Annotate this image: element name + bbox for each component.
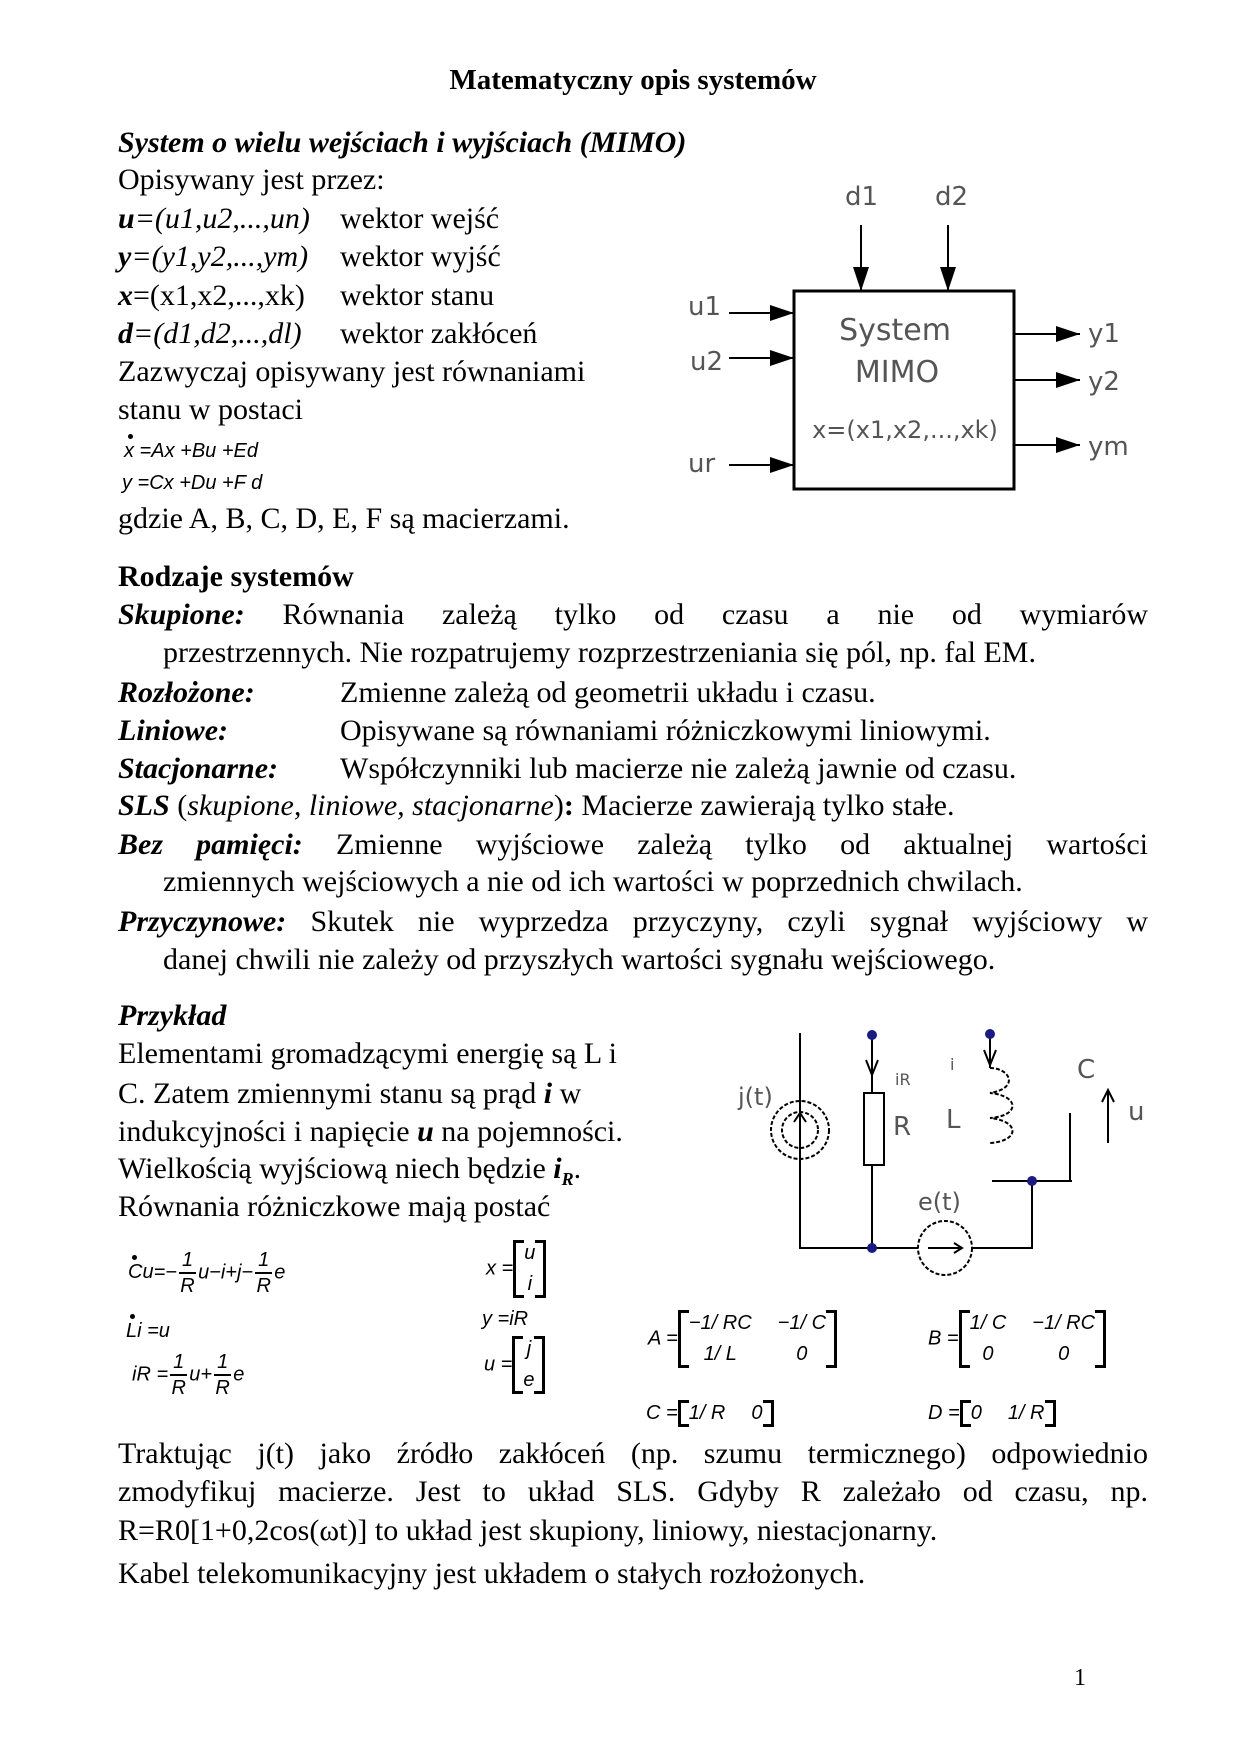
type-stacjonarne bbox=[118, 750, 1017, 788]
den: R bbox=[171, 1377, 186, 1399]
label-y2: y2 bbox=[1088, 367, 1120, 397]
matrix bbox=[959, 1310, 1107, 1368]
mimo-block-diagram bbox=[0, 0, 1240, 600]
type-liniowe bbox=[118, 712, 991, 750]
paragraph-line2: zmodyfikuj macierze. Jest to układ SLS. Gdyby R zależało od czasu, np. bbox=[118, 1475, 1148, 1508]
mid: u+ bbox=[189, 1363, 213, 1386]
label-ym: ym bbox=[1088, 432, 1129, 462]
example-line3: indukcyjności i napięcie u na pojemności. bbox=[118, 1115, 623, 1148]
type-przyczynowe-cont: danej chwili nie zależy od przyszłych wartości sygnału wejściowego. bbox=[163, 943, 996, 976]
term: Skupione: bbox=[118, 598, 245, 631]
symbol: d bbox=[118, 317, 133, 350]
label-d1: d1 bbox=[845, 182, 879, 212]
term: Bez pamięci: bbox=[118, 828, 303, 861]
symbol: u bbox=[118, 202, 135, 235]
description: wektor stanu bbox=[340, 279, 495, 312]
type-skupione-cont: przestrzennych. Nie rozpatrujemy rozprzestrzeniania się pól, np. fal EM. bbox=[163, 636, 1036, 669]
label-i: i bbox=[950, 1055, 955, 1074]
page-number: 1 bbox=[1074, 1665, 1086, 1691]
example-line5: Równania różniczkowe mają postać bbox=[118, 1190, 551, 1223]
fraction bbox=[255, 1248, 272, 1298]
description: wektor wejść bbox=[340, 202, 500, 235]
tail: e bbox=[274, 1261, 286, 1284]
term: Rozłożone: bbox=[118, 676, 255, 709]
text: w bbox=[559, 1077, 582, 1110]
text: indukcyjności i napięcie bbox=[118, 1115, 410, 1148]
num: 1 bbox=[255, 1248, 272, 1274]
equation-text: x =Ax +Bu +Ed bbox=[124, 440, 258, 462]
label: x = bbox=[486, 1257, 514, 1280]
label: D = bbox=[928, 1401, 960, 1424]
matrix bbox=[960, 1400, 1056, 1427]
num: 1 bbox=[170, 1350, 187, 1376]
fraction bbox=[170, 1350, 187, 1400]
matrix bbox=[678, 1310, 837, 1368]
label-y1: y1 bbox=[1088, 319, 1120, 349]
vector bbox=[512, 1336, 545, 1394]
mimo-intro: Opisywany jest przez: bbox=[118, 163, 385, 196]
matrices-note: gdzie A, B, C, D, E, F są macierzami. bbox=[118, 502, 570, 535]
matrix-a bbox=[648, 1310, 837, 1368]
input-vector bbox=[484, 1336, 545, 1394]
cell: j bbox=[526, 1338, 532, 1360]
equation-li bbox=[126, 1320, 170, 1343]
mid: u−i+j− bbox=[198, 1261, 254, 1284]
cell: 0 bbox=[751, 1402, 763, 1424]
cell: 1/ R bbox=[1007, 1402, 1045, 1424]
usually-line2: stanu w postaci bbox=[118, 393, 303, 426]
definition: Opisywane są równaniami różniczkowymi liniowymi. bbox=[340, 714, 991, 747]
equation-ir bbox=[132, 1350, 244, 1400]
definition: Współczynniki lub macierze nie zależą jawnie od czasu. bbox=[340, 752, 1017, 785]
text: Wielkością wyjściową niech będzie bbox=[118, 1152, 546, 1185]
cell: 1/ C bbox=[969, 1312, 1007, 1334]
definition: Macierze zawierają tylko stałe. bbox=[581, 789, 955, 822]
type-przyczynowe bbox=[118, 903, 1148, 941]
label-j: j(t) bbox=[738, 1083, 773, 1111]
label-u: u bbox=[1128, 1097, 1145, 1127]
description: wektor wyjść bbox=[340, 240, 501, 273]
type-rozlozone bbox=[118, 674, 876, 712]
definition: Równania zależą tylko od czasu a nie od wymiarów bbox=[282, 598, 1148, 631]
label: u = bbox=[484, 1353, 513, 1376]
label-r: R bbox=[893, 1112, 912, 1142]
cell: u bbox=[524, 1242, 536, 1264]
tail: e bbox=[233, 1363, 245, 1386]
label: C = bbox=[646, 1401, 678, 1424]
num: 1 bbox=[179, 1248, 196, 1274]
definition: =(x1,x2,...,xk) bbox=[133, 279, 305, 312]
type-bez-pamieci-cont: zmiennych wejściowych a nie od ich wartości w poprzednich chwilach. bbox=[163, 865, 1023, 898]
types-heading: Rodzaje systemów bbox=[118, 560, 354, 593]
definition: Zmienne zależą od geometrii układu i czasu. bbox=[340, 676, 876, 709]
vector bbox=[513, 1240, 546, 1298]
label-e: e(t) bbox=[918, 1188, 961, 1216]
mimo-heading: System o wielu wejściach i wyjściach (MIMO) bbox=[118, 126, 687, 159]
paragraph-line4: Kabel telekomunikacyjny jest układem o stałych rozłożonych. bbox=[118, 1557, 866, 1590]
definition: =(u1,u2,...,un) bbox=[134, 202, 310, 235]
term: Liniowe: bbox=[118, 714, 228, 747]
text: C. Zatem zmiennymi stanu są prąd bbox=[118, 1077, 537, 1110]
matrix-c bbox=[646, 1400, 774, 1427]
state-vector bbox=[486, 1240, 546, 1298]
cell: −1/ C bbox=[777, 1312, 827, 1334]
type-skupione bbox=[118, 596, 1148, 634]
matrix-d bbox=[928, 1400, 1056, 1427]
paragraph-line3: R=R0[1+0,2cos(ωt)] to układ jest skupiony, liniowy, niestacjonarny. bbox=[118, 1514, 938, 1547]
symbol: y bbox=[118, 240, 132, 273]
example-heading: Przykład bbox=[118, 999, 227, 1032]
usually-line1: Zazwyczaj opisywany jest równaniami bbox=[118, 355, 586, 388]
text: Li =u bbox=[126, 1320, 170, 1342]
cell: −1/ RC bbox=[1032, 1312, 1096, 1334]
den: R bbox=[256, 1275, 271, 1297]
op: =− bbox=[153, 1261, 177, 1284]
cell: e bbox=[523, 1369, 535, 1391]
cell: 0 bbox=[796, 1343, 808, 1365]
label-u2: u2 bbox=[690, 347, 724, 377]
cell: i bbox=[527, 1273, 533, 1295]
label-ir: iR bbox=[895, 1070, 911, 1089]
cell: 1/ L bbox=[703, 1343, 737, 1365]
example-line2: C. Zatem zmiennymi stanu są prąd i w bbox=[118, 1077, 582, 1110]
cell: 0 bbox=[982, 1343, 994, 1365]
cell: 1/ R bbox=[688, 1402, 726, 1424]
box-state: x=(x1,x2,...,xk) bbox=[812, 416, 998, 444]
type-bez-pamieci bbox=[118, 826, 1148, 864]
fraction bbox=[214, 1350, 231, 1400]
example-line4: Wielkością wyjściową niech będzie $i_R$. bbox=[118, 1152, 582, 1189]
symbol: x bbox=[118, 279, 133, 312]
box-line1: System bbox=[839, 313, 951, 348]
box-line2: MIMO bbox=[854, 355, 940, 390]
label-l: L bbox=[946, 1105, 961, 1135]
type-sls: SLS (skupione, liniowe, stacjonarne): Macierze zawierają tylko stałe. bbox=[118, 789, 955, 822]
den: R bbox=[180, 1275, 195, 1297]
fraction bbox=[179, 1248, 196, 1298]
num: 1 bbox=[214, 1350, 231, 1376]
term: Stacjonarne: bbox=[118, 752, 279, 785]
paragraph-line1: Traktując j(t) jako źródło zakłóceń (np. szumu termicznego) odpowiednio bbox=[118, 1437, 1148, 1470]
den: R bbox=[215, 1377, 230, 1399]
page-title: Matematyczny opis systemów bbox=[449, 64, 817, 96]
label-d2: d2 bbox=[935, 182, 969, 212]
definition: Skutek nie wyprzedza przyczyny, czyli sygnał wyjściowy w bbox=[310, 905, 1149, 938]
cell: 0 bbox=[970, 1402, 982, 1424]
definition: Zmienne wyjściowe zależą tylko od aktualnej wartości bbox=[335, 828, 1148, 861]
label: A = bbox=[648, 1327, 678, 1350]
cell: −1/ RC bbox=[688, 1312, 752, 1334]
term: SLS bbox=[118, 789, 170, 822]
lhs: Cu bbox=[128, 1261, 154, 1284]
description: wektor zakłóceń bbox=[340, 317, 538, 350]
matrix-b bbox=[928, 1310, 1106, 1368]
lhs: iR = bbox=[132, 1363, 169, 1386]
label: B = bbox=[928, 1327, 959, 1350]
label-c: C bbox=[1077, 1055, 1096, 1085]
cell: 0 bbox=[1058, 1343, 1070, 1365]
equation-cu bbox=[128, 1248, 285, 1298]
sls-expansion: skupione, liniowe, stacjonarne bbox=[187, 789, 554, 822]
definition: =(y1,y2,...,ym) bbox=[131, 240, 309, 273]
text: na pojemności. bbox=[441, 1115, 623, 1148]
matrix bbox=[678, 1400, 774, 1427]
term: Przyczynowe: bbox=[118, 905, 287, 938]
label-u1: u1 bbox=[688, 292, 722, 322]
output-equation: y =Cx +Du +F d bbox=[122, 472, 263, 494]
label-ur: ur bbox=[688, 449, 716, 479]
definition: =(d1,d2,...,dl) bbox=[133, 317, 302, 350]
example-line1: Elementami gromadzącymi energię są L i bbox=[118, 1037, 617, 1070]
output-eq: y =iR bbox=[482, 1308, 529, 1330]
